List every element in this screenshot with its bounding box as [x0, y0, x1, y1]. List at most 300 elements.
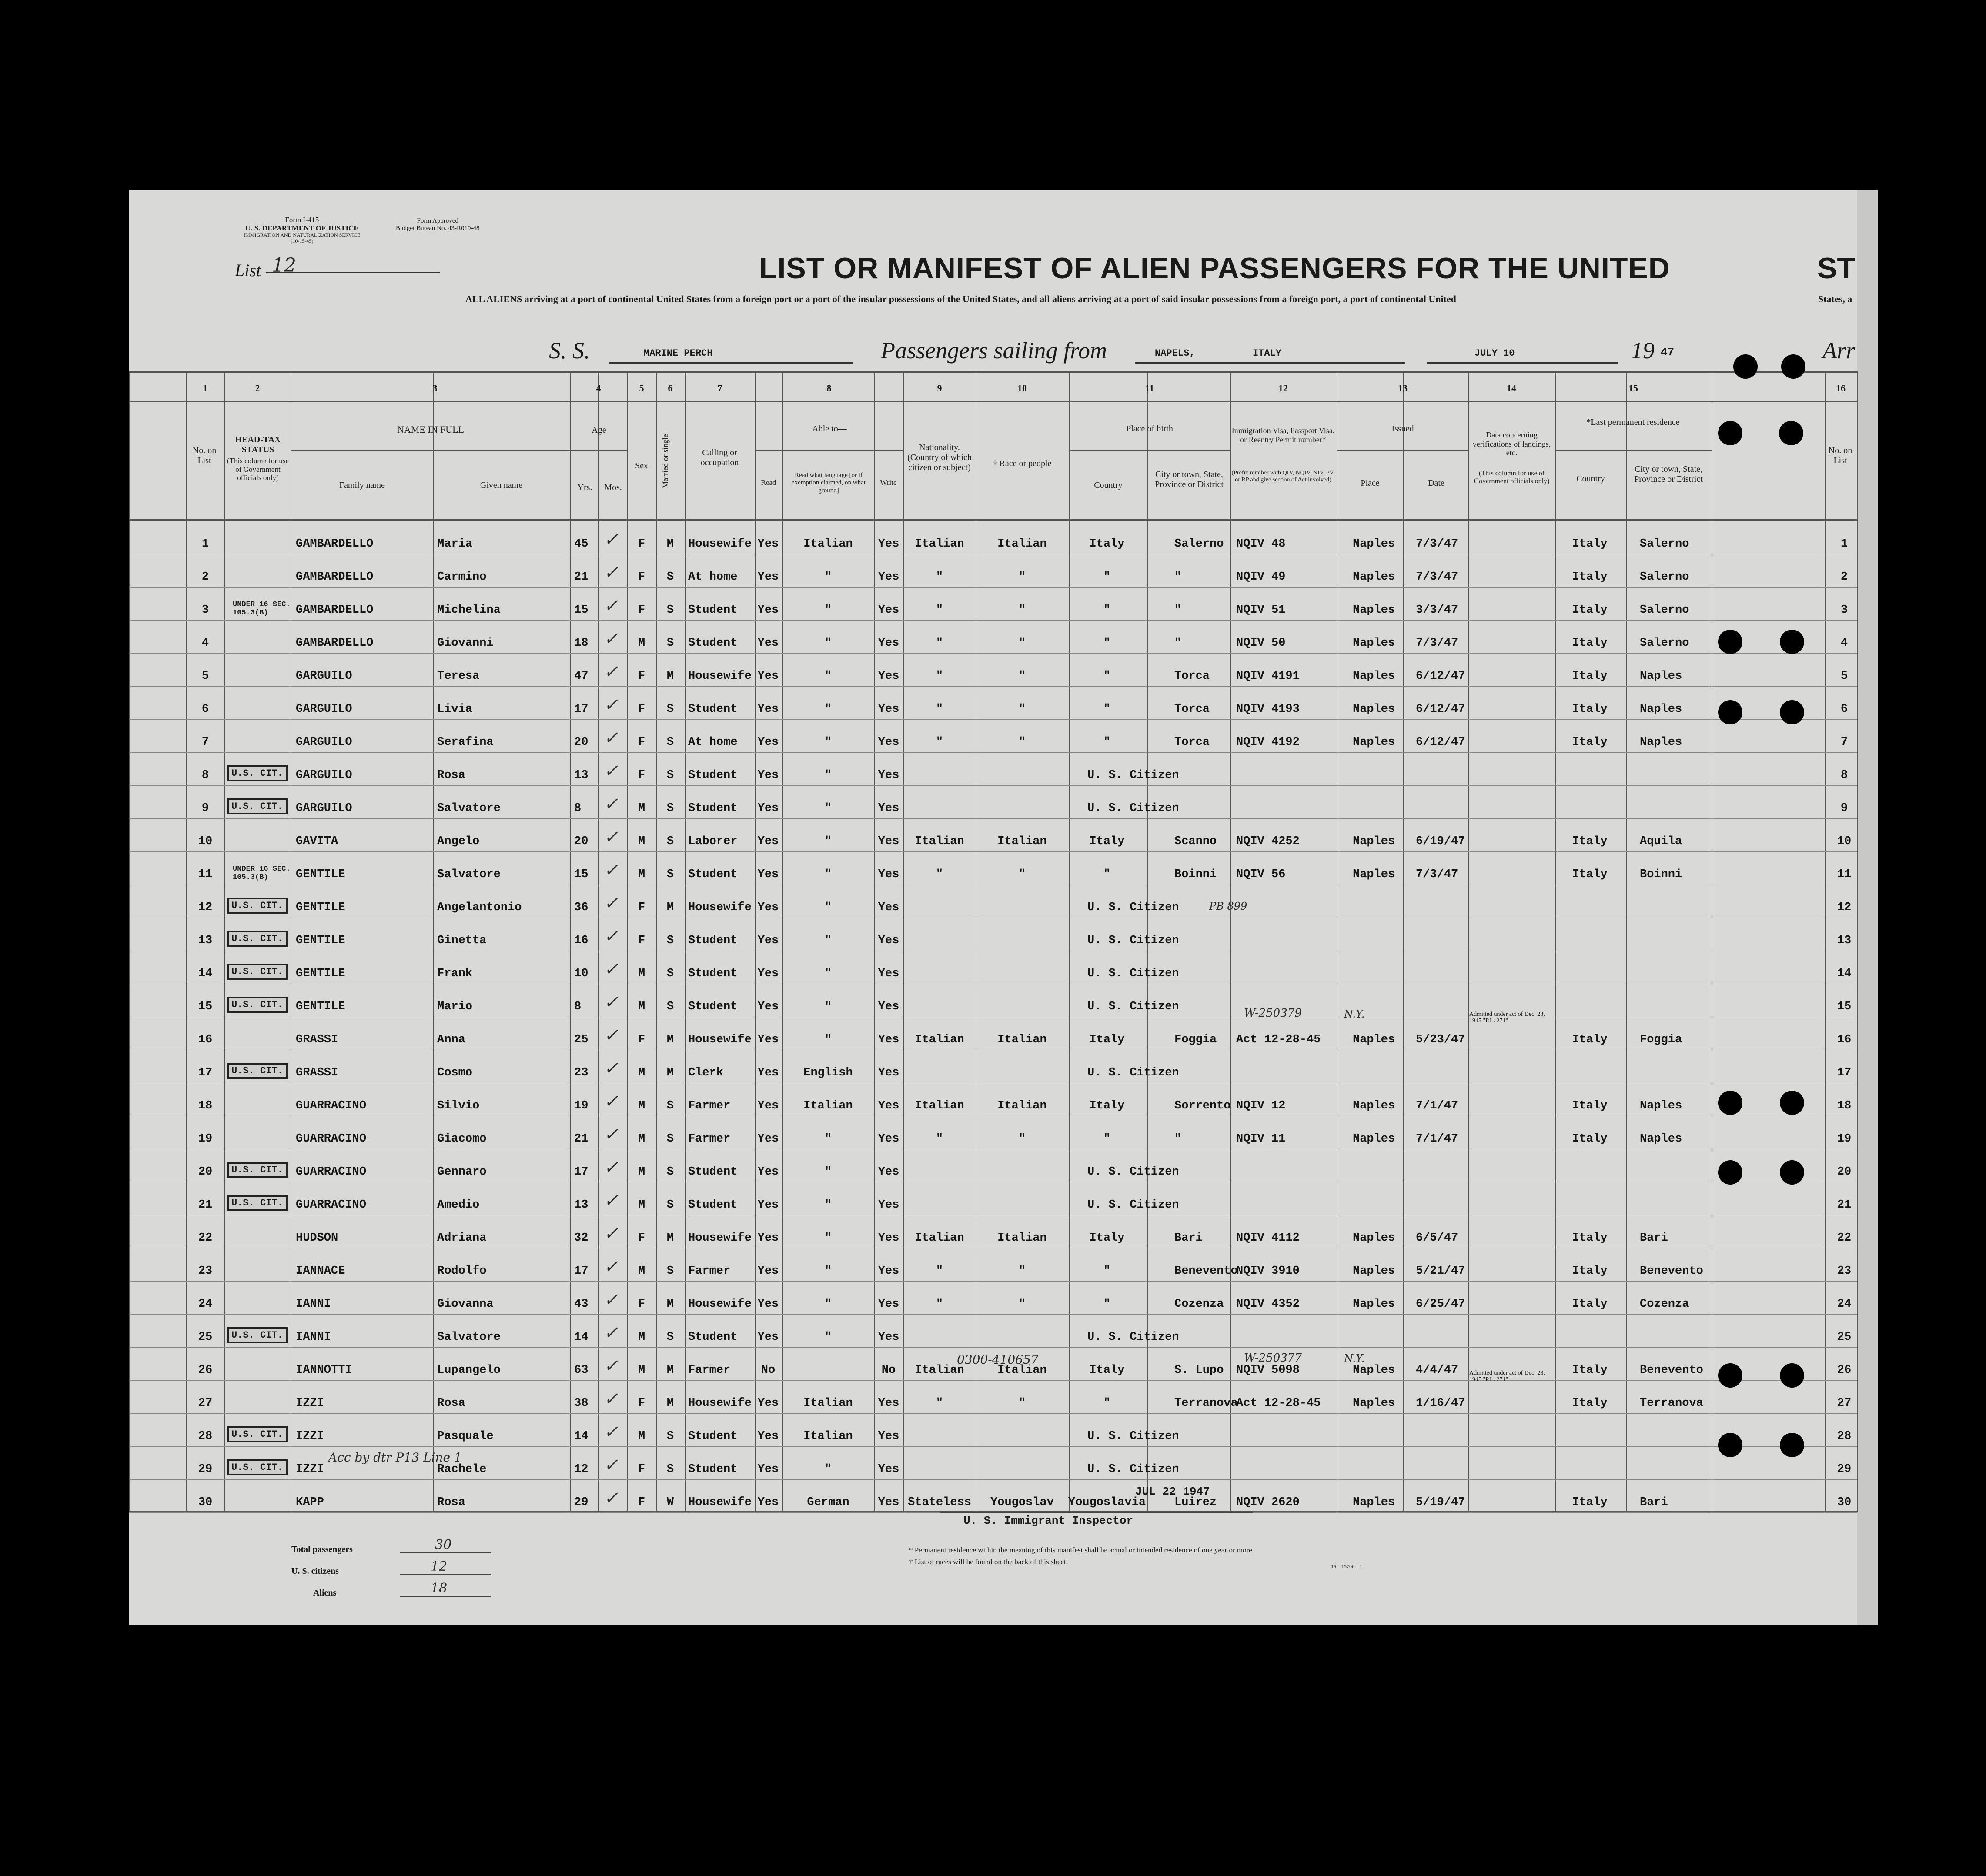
occupation: Student: [688, 934, 738, 947]
sex: M: [638, 1165, 645, 1178]
nationality: Italian: [915, 537, 964, 551]
check-mark-icon: ✓: [604, 563, 619, 583]
can-write: Yes: [878, 736, 899, 749]
birth-city: Sorrento: [1174, 1099, 1231, 1112]
marital-status: S: [666, 967, 674, 980]
occupation: Student: [688, 967, 738, 980]
head-tax-stamp: U.S. CIT.: [227, 964, 288, 980]
hdr-last-res: *Last permanent residence: [1586, 417, 1680, 427]
can-write: Yes: [878, 1000, 899, 1013]
can-write: Yes: [878, 967, 899, 980]
occupation: Farmer: [688, 1364, 731, 1377]
column-number: 4: [596, 383, 601, 394]
row-number-right: 30: [1837, 1496, 1852, 1509]
birth-country: ": [1103, 1265, 1111, 1278]
read-language: ": [824, 1132, 832, 1145]
footnote-residence: * Permanent residence within the meaning of this manifest shall be actual or intended residence of one year or more.: [909, 1546, 1254, 1554]
marital-status: M: [666, 901, 674, 914]
row-number-right: 13: [1837, 934, 1852, 947]
issue-date: 7/3/47: [1416, 637, 1458, 650]
read-language: Italian: [803, 1099, 853, 1112]
manifest-sheet: [129, 190, 1857, 1625]
hdr-mos: Mos.: [604, 483, 622, 492]
family-name: IANNI: [296, 1298, 331, 1311]
sex: M: [638, 1198, 645, 1212]
form-id-block: Form I-415 U. S. DEPARTMENT OF JUSTICE IMMIGRATION AND NATURALIZATION SERVICE (10-15-45): [244, 216, 361, 244]
head-tax-stamp: U.S. CIT.: [227, 798, 288, 814]
family-name: GRASSI: [296, 1066, 338, 1079]
marital-status: M: [666, 1397, 674, 1410]
punch-hole: [1718, 630, 1742, 654]
given-name: Carmino: [437, 571, 487, 584]
visa-number: NQIV 12: [1236, 1099, 1286, 1112]
can-write: Yes: [878, 637, 899, 650]
can-read: Yes: [757, 1198, 779, 1212]
column-rule: [1468, 371, 1469, 1512]
hdr-issued-date: Date: [1428, 478, 1444, 488]
read-language: ": [824, 571, 832, 584]
can-write: Yes: [878, 1165, 899, 1178]
row-rule: [129, 1446, 1857, 1447]
occupation: Housewife: [688, 1232, 752, 1245]
hdr-sex: Sex: [635, 461, 648, 471]
row-number-right: 6: [1840, 703, 1848, 716]
marital-status: M: [666, 1033, 674, 1046]
age-years: 17: [574, 703, 588, 716]
nationality: Stateless: [908, 1496, 971, 1509]
marital-status: S: [666, 1132, 674, 1145]
birth-country: U. S. Citizen: [1087, 769, 1179, 782]
nationality: ": [936, 736, 943, 749]
manifest-subtitle: ALL ALIENS arriving at a port of continental United States from a foreign port or a port of the insular possessions of the United States, and all aliens arriving at a port of said insular possessions from a foreign port, a port of continental United: [465, 294, 1456, 304]
column-rule: [433, 371, 434, 1512]
hand-w-16: W-250379: [1244, 1007, 1302, 1020]
given-name: Salvatore: [437, 802, 501, 815]
row-number: 3: [201, 604, 209, 617]
punch-hole: [1781, 354, 1805, 379]
residence-city: Boinni: [1640, 868, 1682, 881]
visa-number: NQIV 50: [1236, 637, 1286, 650]
row-number-right: 3: [1840, 604, 1848, 617]
issue-place: Naples: [1353, 703, 1395, 716]
nationality: ": [936, 670, 943, 683]
marital-status: M: [666, 1066, 674, 1079]
nationality: ": [936, 703, 943, 716]
residence-country: Italy: [1572, 637, 1608, 650]
can-write: Yes: [878, 1099, 899, 1112]
check-mark-icon: ✓: [604, 1257, 619, 1277]
check-mark-icon: ✓: [604, 1323, 619, 1343]
marital-status: S: [666, 1463, 674, 1476]
row-number-right: 17: [1837, 1066, 1852, 1079]
issue-place: Naples: [1353, 1033, 1395, 1046]
can-read: Yes: [757, 604, 779, 617]
marital-status: M: [666, 537, 674, 551]
marital-status: M: [666, 1298, 674, 1311]
punch-hole: [1780, 1160, 1804, 1185]
age-years: 17: [574, 1165, 588, 1178]
row-number: 26: [198, 1364, 213, 1377]
can-write: Yes: [878, 1463, 899, 1476]
read-language: ": [824, 604, 832, 617]
aliens-underline: [400, 1596, 491, 1597]
check-mark-icon: ✓: [604, 959, 619, 979]
residence-city: Bari: [1640, 1232, 1668, 1245]
birth-city: ": [1174, 637, 1182, 650]
birth-city: Torca: [1174, 703, 1210, 716]
age-years: 13: [574, 1198, 588, 1212]
race: ": [1018, 637, 1026, 650]
can-read: Yes: [757, 1265, 779, 1278]
column-number: 2: [255, 383, 260, 394]
birth-city: Benevento: [1174, 1265, 1238, 1278]
issue-date: 6/12/47: [1416, 736, 1465, 749]
punch-hole: [1780, 1433, 1804, 1457]
can-write: Yes: [878, 1198, 899, 1212]
head-tax-stamp: U.S. CIT.: [227, 1459, 288, 1475]
occupation: Housewife: [688, 1496, 752, 1509]
residence-city: Naples: [1640, 670, 1682, 683]
family-name: IZZI: [296, 1397, 324, 1410]
occupation: At home: [688, 736, 738, 749]
race: ": [1018, 670, 1026, 683]
marital-status: S: [666, 1265, 674, 1278]
issue-date: 5/23/47: [1416, 1033, 1465, 1046]
can-write: Yes: [878, 1430, 899, 1443]
row-number: 20: [198, 1165, 213, 1178]
marital-status: S: [666, 571, 674, 584]
age-years: 19: [574, 1099, 588, 1112]
age-years: 38: [574, 1397, 588, 1410]
marital-status: S: [666, 703, 674, 716]
family-name: GUARRACINO: [296, 1165, 367, 1178]
hdr-able-to: Able to—: [812, 424, 847, 434]
row-number-right: 16: [1837, 1033, 1852, 1046]
marital-status: S: [666, 1165, 674, 1178]
residence-city: Salerno: [1640, 537, 1689, 551]
can-read: Yes: [757, 835, 779, 848]
check-mark-icon: ✓: [604, 1389, 619, 1409]
residence-country: Italy: [1572, 736, 1608, 749]
can-read: Yes: [757, 670, 779, 683]
sex: M: [638, 1000, 645, 1013]
can-read: Yes: [757, 703, 779, 716]
can-read: Yes: [757, 934, 779, 947]
row-rule: [129, 1281, 1857, 1282]
row-number: 12: [198, 901, 213, 914]
read-language: ": [824, 1331, 832, 1344]
given-name: Giovanna: [437, 1298, 494, 1311]
colnum-rule: [129, 401, 1857, 402]
marital-status: S: [666, 736, 674, 749]
birth-country: ": [1103, 670, 1111, 683]
row-number-right: 22: [1837, 1232, 1852, 1245]
read-language: ": [824, 736, 832, 749]
issue-date: 6/25/47: [1416, 1298, 1465, 1311]
sex: F: [638, 934, 645, 947]
residence-country: Italy: [1572, 1033, 1608, 1046]
visa-number: NQIV 4193: [1236, 703, 1300, 716]
row-rule: [129, 1314, 1857, 1315]
check-mark-icon: ✓: [604, 1356, 619, 1376]
occupation: At home: [688, 571, 738, 584]
nationality: ": [936, 1298, 943, 1311]
aliens-value: 18: [431, 1581, 448, 1596]
read-language: ": [824, 670, 832, 683]
residence-country: Italy: [1572, 670, 1608, 683]
check-mark-icon: ✓: [604, 530, 619, 550]
can-write: Yes: [878, 835, 899, 848]
read-language: ": [824, 1165, 832, 1178]
birth-city: Cozenza: [1174, 1298, 1224, 1311]
residence-country: Italy: [1572, 868, 1608, 881]
birth-city: Torca: [1174, 670, 1210, 683]
read-language: ": [824, 1298, 832, 1311]
sex: F: [638, 1397, 645, 1410]
read-language: ": [824, 1000, 832, 1013]
given-name: Gennaro: [437, 1165, 487, 1178]
subheader-rule: [1555, 450, 1712, 451]
row-number: 13: [198, 934, 213, 947]
read-language: ": [824, 637, 832, 650]
read-language: ": [824, 802, 832, 815]
sex: F: [638, 736, 645, 749]
row-rule: [129, 1479, 1857, 1480]
can-read: Yes: [757, 1397, 779, 1410]
can-read: Yes: [757, 1232, 779, 1245]
row-number: 28: [198, 1430, 213, 1443]
issue-date: 5/19/47: [1416, 1496, 1465, 1509]
row-number: 5: [201, 670, 209, 683]
row-rule: [129, 1413, 1857, 1414]
birth-city: Terranova: [1174, 1397, 1238, 1410]
birth-city: ": [1174, 571, 1182, 584]
ship-name: MARINE PERCH: [644, 348, 713, 359]
sex: F: [638, 901, 645, 914]
punch-hole: [1718, 700, 1742, 724]
residence-city: Salerno: [1640, 571, 1689, 584]
occupation: Student: [688, 1165, 738, 1178]
family-name: GARGUILO: [296, 802, 352, 815]
can-read: Yes: [757, 1331, 779, 1344]
birth-city: Bari: [1174, 1232, 1203, 1245]
visa-number: NQIV 2620: [1236, 1496, 1300, 1509]
head-tax-stamp: U.S. CIT.: [227, 898, 288, 914]
can-write: Yes: [878, 1496, 899, 1509]
occupation: Housewife: [688, 670, 752, 683]
read-language: ": [824, 868, 832, 881]
sex: F: [638, 703, 645, 716]
birth-city: Luirez: [1174, 1496, 1217, 1509]
birth-country: U. S. Citizen: [1087, 901, 1179, 914]
age-years: 45: [574, 537, 588, 551]
column-rule: [570, 371, 571, 1512]
birth-country: ": [1103, 736, 1111, 749]
can-write: Yes: [878, 537, 899, 551]
row-number-right: 26: [1837, 1364, 1852, 1377]
head-tax-stamp: U.S. CIT.: [227, 997, 288, 1013]
nationality: ": [936, 604, 943, 617]
row-number: 14: [198, 967, 213, 980]
column-number: 8: [826, 383, 832, 394]
residence-city: Terranova: [1640, 1397, 1703, 1410]
sex: F: [638, 571, 645, 584]
port-name: NAPELS,: [1155, 348, 1195, 359]
row-number-right: 8: [1840, 769, 1848, 782]
column-number: 1: [203, 383, 208, 394]
birth-country: Italy: [1089, 1364, 1125, 1377]
occupation: Student: [688, 769, 738, 782]
race: ": [1018, 604, 1026, 617]
year-suffix: 47: [1661, 346, 1675, 359]
given-name: Salvatore: [437, 868, 501, 881]
birth-country: U. S. Citizen: [1087, 1430, 1179, 1443]
check-mark-icon: ✓: [604, 893, 619, 913]
column-number: 9: [937, 383, 942, 394]
hdr-pob-country: Country: [1094, 481, 1123, 490]
occupation: Student: [688, 1463, 738, 1476]
family-name: GUARRACINO: [296, 1198, 367, 1212]
can-read: Yes: [757, 537, 779, 551]
check-mark-icon: ✓: [604, 596, 619, 616]
hdr-place-of-birth: Place of birth: [1126, 424, 1173, 434]
can-read: Yes: [757, 1000, 779, 1013]
hdr-family-name: Family name: [339, 481, 385, 490]
race: ": [1018, 1132, 1026, 1145]
column-number: 3: [432, 383, 438, 394]
manifest-title-cont: ST: [1817, 252, 1855, 285]
age-years: 15: [574, 604, 588, 617]
family-name: GUARRACINO: [296, 1132, 367, 1145]
hdr-read-lang: Read what language [or if exemption claimed, on what ground]: [792, 472, 866, 494]
age-years: 23: [574, 1066, 588, 1079]
punch-hole: [1780, 1363, 1804, 1388]
given-name: Frank: [437, 967, 473, 980]
issue-place: Naples: [1353, 1496, 1395, 1509]
column-number: 13: [1398, 383, 1408, 394]
sex: M: [638, 1364, 645, 1377]
birth-city: Boinni: [1174, 868, 1217, 881]
citizens-value: 12: [431, 1559, 448, 1574]
hdr-calling: Calling or occupation: [700, 448, 739, 467]
visa-number: Act 12-28-45: [1236, 1397, 1321, 1410]
column-number: 6: [668, 383, 673, 394]
row-number: 17: [198, 1066, 213, 1079]
total-underline: [400, 1552, 491, 1553]
nationality: ": [936, 868, 943, 881]
birth-city: ": [1174, 604, 1182, 617]
punch-hole: [1780, 1091, 1804, 1115]
read-language: ": [824, 1232, 832, 1245]
column-number: 12: [1278, 383, 1288, 394]
family-name: GUARRACINO: [296, 1099, 367, 1112]
subheader-rule: [291, 450, 570, 451]
hdr-married: Married or single: [661, 434, 670, 488]
age-years: 14: [574, 1331, 588, 1344]
sex: F: [638, 1033, 645, 1046]
row-number: 15: [198, 1000, 213, 1013]
can-write: Yes: [878, 1265, 899, 1278]
can-write: Yes: [878, 868, 899, 881]
can-read: Yes: [757, 1033, 779, 1046]
occupation: Clerk: [688, 1066, 724, 1079]
birth-country: U. S. Citizen: [1087, 1066, 1179, 1079]
residence-country: Italy: [1572, 571, 1608, 584]
check-mark-icon: ✓: [604, 662, 619, 682]
read-language: ": [824, 901, 832, 914]
hdr-read: Read: [761, 478, 776, 487]
row-rule: [129, 851, 1857, 852]
hdr-res-city: City or town, State, Province or District: [1634, 464, 1703, 484]
issue-place: Naples: [1353, 1265, 1395, 1278]
birth-country: U. S. Citizen: [1087, 967, 1179, 980]
given-name: Livia: [437, 703, 473, 716]
row-rule: [129, 620, 1857, 621]
birth-city: Scanno: [1174, 835, 1217, 848]
residence-city: Benevento: [1640, 1364, 1703, 1377]
check-mark-icon: ✓: [604, 695, 619, 715]
row-number-right: 19: [1837, 1132, 1852, 1145]
inspector-label: U. S. Immigrant Inspector: [963, 1514, 1133, 1527]
row-number-right: 15: [1837, 1000, 1852, 1013]
sex: F: [638, 604, 645, 617]
read-language: Italian: [803, 537, 853, 551]
marital-status: M: [666, 670, 674, 683]
row-rule: [129, 785, 1857, 786]
occupation: Housewife: [688, 901, 752, 914]
head-tax-stamp: UNDER 16 SEC. 105.3(B): [233, 865, 291, 881]
birth-country: U. S. Citizen: [1087, 1463, 1179, 1476]
hand-w-27: W-250377: [1244, 1352, 1302, 1365]
admitted-note-27: Admitted under act of Dec. 28, 1945 "P.L. 271": [1469, 1370, 1545, 1383]
row-number-right: 23: [1837, 1265, 1852, 1278]
subheader-rule: [570, 450, 627, 451]
nationality: ": [936, 571, 943, 584]
column-number: 14: [1507, 383, 1516, 394]
residence-country: Italy: [1572, 1232, 1608, 1245]
can-read: Yes: [757, 571, 779, 584]
hdr-issued: Issued: [1391, 424, 1414, 434]
residence-city: Salerno: [1640, 637, 1689, 650]
occupation: Farmer: [688, 1132, 731, 1145]
row-rule: [129, 719, 1857, 720]
subheader-rule: [755, 450, 903, 451]
birth-city: Salerno: [1174, 537, 1224, 551]
visa-number: Act 12-28-45: [1236, 1033, 1321, 1046]
issue-date: 1/16/47: [1416, 1397, 1465, 1410]
given-name: Amedio: [437, 1198, 480, 1212]
head-tax-stamp: U.S. CIT.: [227, 1327, 288, 1343]
row-number: 25: [198, 1331, 213, 1344]
nationality: ": [936, 1132, 943, 1145]
residence-country: Italy: [1572, 1364, 1608, 1377]
birth-country: Italy: [1089, 835, 1125, 848]
can-write: Yes: [878, 571, 899, 584]
ship-underline: [609, 362, 853, 364]
row-number: 24: [198, 1298, 213, 1311]
row-number: 4: [201, 637, 209, 650]
nationality: ": [936, 1397, 943, 1410]
family-name: GAMBARDELLO: [296, 571, 374, 584]
age-years: 63: [574, 1364, 588, 1377]
race: ": [1018, 703, 1026, 716]
check-mark-icon: ✓: [604, 1488, 619, 1508]
punch-hole: [1718, 1363, 1742, 1388]
birth-country: Italy: [1089, 1099, 1125, 1112]
check-mark-icon: ✓: [604, 827, 619, 847]
family-name: IANNACE: [296, 1265, 345, 1278]
hand-num-27: 0300-410657: [957, 1352, 1039, 1367]
